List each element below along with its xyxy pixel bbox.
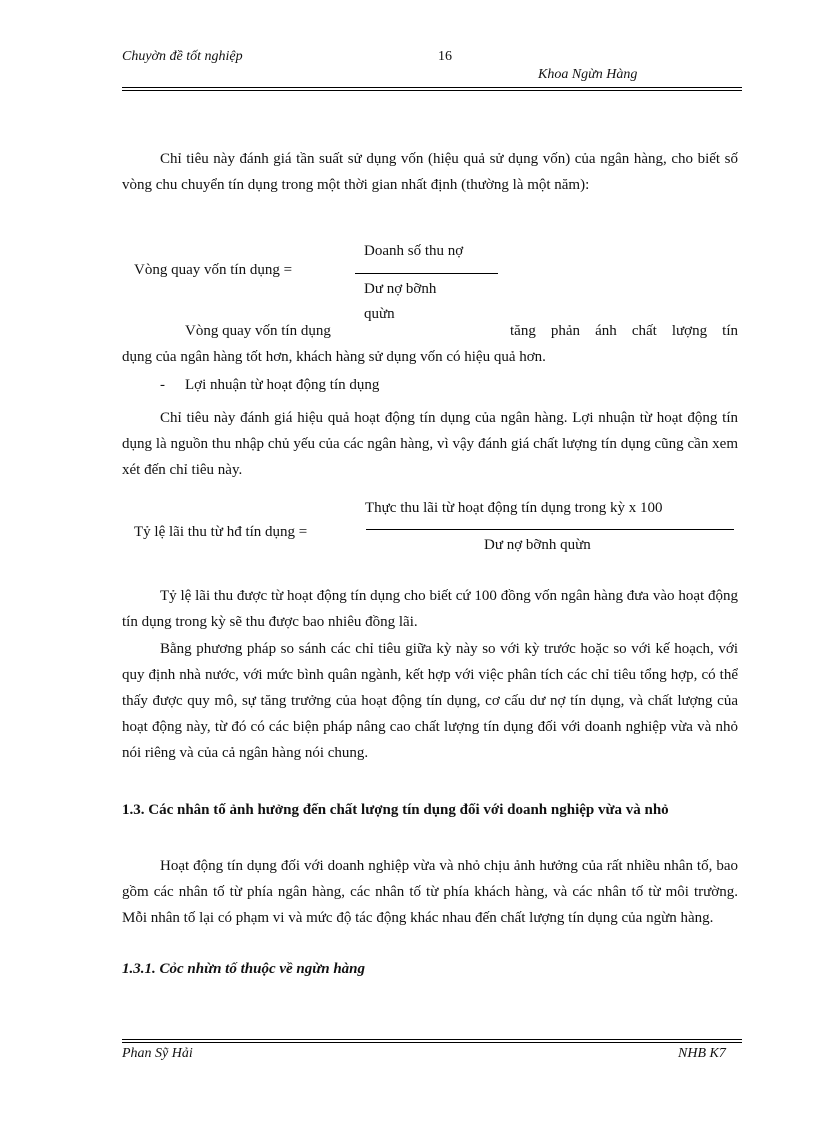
paragraph-turnover-increase-part2: tăng phản ánh chất lượng tín: [510, 323, 738, 339]
formula-interest-ratio-denominator: Dư nợ bỡnh quừn: [484, 537, 591, 553]
page-number: 16: [438, 49, 452, 64]
footer-author: Phan Sỹ Hải: [122, 1046, 193, 1061]
formula-turnover-denominator: Dư nợ bỡnh: [364, 281, 437, 297]
paragraph-factors-intro: Hoạt động tín dụng đối với doanh nghiệp vừa và nhỏ chịu ảnh hưởng của rất nhiều nhân tố, bao gồm các nhân tố từ phía ngân hàng, các nhân tố từ phía khách hàng, và các nhân tố từ môi trường. Mỗi nhân tố lại có phạm vi và mức độ tác động khác nhau đến chất lượng tín dụng của ngừn hàng.: [122, 858, 738, 926]
formula-turnover-denominator-cont: quừn: [364, 306, 395, 322]
footer-rule-double: [122, 1042, 742, 1043]
paragraph-turnover-increase-line2: dụng của ngân hàng tốt hơn, khách hàng sử dụng vốn có hiệu quả hơn.: [122, 349, 546, 365]
bullet-profit-from-credit: Lợi nhuận từ hoạt động tín dụng: [185, 377, 380, 393]
header-rule: [122, 87, 742, 88]
formula-turnover-label: Vòng quay vốn tín dụng =: [134, 262, 293, 278]
formula-interest-ratio-numerator: Thực thu lãi từ hoạt động tín dụng trong kỳ x 100: [365, 500, 663, 516]
paragraph-interest-ratio-desc: Tỷ lệ lãi thu được từ hoạt động tín dụng cho biết cứ 100 đồng vốn ngân hàng đưa vào hoạt động tín dụng trong kỳ sẽ thu được bao nhiêu đồng lãi.: [122, 588, 738, 630]
paragraph-comparison-method: Bằng phương pháp so sánh các chỉ tiêu giữa kỳ này so với kỳ trước hoặc so với kế hoạch, với quy định nhà nước, với mức bình quân ngành, kết hợp với việc phân tích các chỉ tiêu tổng hợp, có thể thấy được quy mô, sự tăng trưởng của hoạt động tín dụng, cơ cấu dư nợ tín dụng, và chất lượng của hoạt động này, từ đó có các biện pháp nâng cao chất lượng tín dụng đối với doanh nghiệp vừa và nhỏ nói riêng và của cả ngân hàng nói chung.: [122, 641, 738, 761]
formula-interest-ratio-label: Tỷ lệ lãi thu từ hđ tín dụng =: [134, 524, 308, 540]
formula-turnover-numerator: Doanh số thu nợ: [364, 243, 464, 259]
formula-interest-ratio-fraction-bar: [366, 529, 734, 530]
header-department: Khoa Ngừn Hàng: [538, 67, 638, 82]
header-rule-double: [122, 90, 742, 91]
section-heading-1-3-1: 1.3.1. Cỏc nhừn tố thuộc về ngừn hàng: [122, 961, 366, 977]
header-document-title: Chuyờn đề tốt nghiệp: [122, 49, 243, 64]
paragraph-turnover-increase-part1: Vòng quay vốn tín dụng: [185, 323, 331, 339]
section-heading-1-3: 1.3. Các nhân tố ảnh hưởng đến chất lượng tín dụng đối với doanh nghiệp vừa và nhỏ: [122, 802, 669, 818]
bullet-dash: -: [160, 377, 165, 393]
footer-class-code: NHB K7: [678, 1046, 726, 1061]
footer-rule: [122, 1039, 742, 1040]
paragraph-capital-turnover-desc: Chỉ tiêu này đánh giá tần suất sử dụng vốn (hiệu quả sử dụng vốn) của ngân hàng, cho biết số vòng chu chuyển tín dụng trong một thời gian nhất định (thường là một năm):: [122, 151, 738, 193]
formula-turnover-fraction-bar: [355, 273, 498, 274]
paragraph-profit-desc: Chỉ tiêu này đánh giá hiệu quả hoạt động tín dụng của ngân hàng. Lợi nhuận từ hoạt động tín dụng là nguồn thu nhập chủ yếu của các ngân hàng, vì vậy đánh giá chất lượng tín dụng cũng cần xem xét đến chỉ tiêu này.: [122, 410, 738, 478]
